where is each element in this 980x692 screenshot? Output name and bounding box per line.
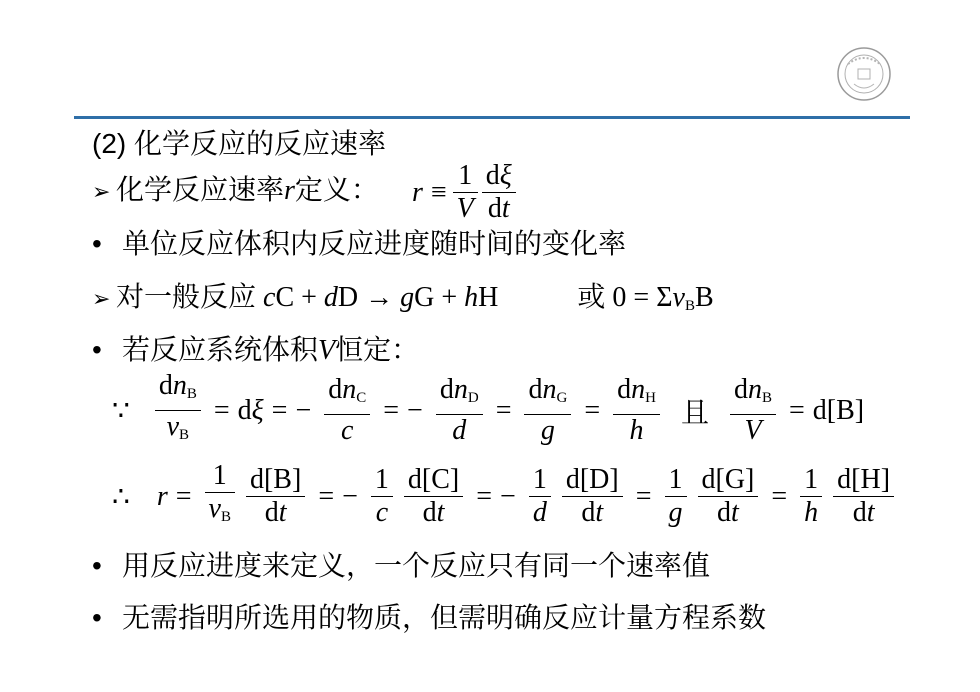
because-equation xyxy=(112,370,868,451)
frac-dD-dt xyxy=(562,464,623,529)
species-C: C + xyxy=(275,282,324,313)
dn: dn xyxy=(528,374,557,405)
university-seal-icon xyxy=(836,46,892,102)
general-prefix: 对一般反应 xyxy=(116,282,257,313)
equals: = xyxy=(213,394,230,426)
bullet-dot-icon: • xyxy=(92,334,102,365)
general-sum: 0 = Σ xyxy=(612,282,673,313)
frac-dB-dt xyxy=(246,464,305,529)
eq-lhs: r xyxy=(411,176,423,208)
bullet-text: 无需指明所选用的物质，但需明确反应计量方程系数 xyxy=(122,603,767,634)
definition-equation xyxy=(408,160,518,225)
nu: ν xyxy=(166,411,180,442)
den-h: h xyxy=(629,415,644,446)
frac-num: d[D] xyxy=(562,464,623,497)
frac-num: 1 xyxy=(529,464,551,497)
frac-dnB-nuB xyxy=(155,370,201,451)
bullet-text: 单位反应体积内反应进度随时间的变化率 xyxy=(122,229,627,260)
frac-dnB-V xyxy=(730,374,776,447)
frac-den: g xyxy=(668,497,683,528)
frac-dnD-d xyxy=(436,374,483,447)
nu-symbol: ν xyxy=(672,282,685,313)
bullet-line-3 xyxy=(92,550,710,583)
minus: − xyxy=(407,394,423,426)
equals: = xyxy=(771,480,788,512)
frac-num: dξ xyxy=(482,160,516,193)
den-c: c xyxy=(341,415,354,446)
frac-1-c xyxy=(371,464,393,529)
rate-symbol: r xyxy=(284,174,295,206)
frac-dnC-c xyxy=(324,374,370,447)
bullet-line-2 xyxy=(92,334,419,367)
dn: dn xyxy=(733,374,762,405)
dn: dn xyxy=(328,374,357,405)
frac-den: c xyxy=(375,497,389,528)
sub-C: C xyxy=(356,390,367,406)
frac-num: d[G] xyxy=(698,464,759,497)
general-reaction-line xyxy=(92,282,714,322)
definition-line xyxy=(92,160,518,225)
equals: = xyxy=(383,394,400,426)
bullet-dot-icon: • xyxy=(92,602,102,633)
den-g: g xyxy=(540,415,555,446)
because-symbol: ∵ xyxy=(112,395,130,427)
frac-den: dt xyxy=(717,497,739,528)
species-D: D → xyxy=(337,282,401,313)
frac-den: dt xyxy=(852,497,875,528)
equals: = xyxy=(175,480,192,512)
frac-den: dt xyxy=(422,497,445,528)
minus: − xyxy=(342,480,358,512)
sub-G: G xyxy=(556,390,568,406)
bullet-line-1 xyxy=(92,228,626,261)
dn: dn xyxy=(439,374,468,405)
bullet-dot-icon: • xyxy=(92,228,102,259)
sub-H: H xyxy=(645,390,656,406)
coef-c: c xyxy=(263,282,276,313)
arrow-bullet-icon: ➢ xyxy=(92,178,111,204)
frac-num: 1 xyxy=(371,464,393,497)
species-H: H xyxy=(478,282,499,313)
minus: − xyxy=(500,480,516,512)
definition-label: 化学反应速率 xyxy=(116,174,285,206)
d-bracket-B: d[B] xyxy=(812,394,865,426)
sub-B: B xyxy=(179,427,190,443)
frac-dG-dt xyxy=(698,464,759,529)
den-V: V xyxy=(744,415,762,446)
equals: = xyxy=(271,394,288,426)
eq-op: ≡ xyxy=(430,176,447,208)
dxi: dξ xyxy=(237,394,264,426)
frac-1-g xyxy=(665,464,687,529)
coef-h: h xyxy=(464,282,479,313)
fraction-dxi-dt xyxy=(482,160,516,225)
general-reaction xyxy=(263,282,498,313)
bullet-line-4 xyxy=(92,602,766,635)
coef-g: g xyxy=(400,282,415,313)
frac-den: d xyxy=(532,497,547,528)
equals: = xyxy=(495,394,512,426)
arrow-bullet-icon: ➢ xyxy=(92,286,111,311)
minus: − xyxy=(295,394,312,426)
bullet2-var: V xyxy=(318,335,336,366)
sub-B: B xyxy=(761,390,772,406)
coef-d: d xyxy=(323,282,338,313)
frac-den: dt xyxy=(581,497,604,528)
frac-1-nuB xyxy=(205,460,235,533)
equals: = xyxy=(635,480,652,512)
sub-D: D xyxy=(467,390,479,406)
sub-B: B xyxy=(684,298,695,314)
equals: = xyxy=(789,394,805,426)
section-title: (2) 化学反应的反应速率 xyxy=(92,128,387,159)
equals: = xyxy=(476,480,493,512)
species-B: B xyxy=(694,282,714,313)
frac-den: dt xyxy=(487,193,510,224)
bullet-text: 用反应进度来定义，一个反应只有同一个速率值 xyxy=(122,551,711,582)
bullet2-prefix: 若反应系统体积 xyxy=(122,335,319,366)
bullet2-suffix: 恒定： xyxy=(335,335,420,366)
frac-num: d[C] xyxy=(404,464,463,497)
frac-num: 1 xyxy=(800,464,822,497)
equals: = xyxy=(584,394,601,426)
equals: = xyxy=(318,480,335,512)
frac-num: 1 xyxy=(453,160,478,193)
or-label: 或 xyxy=(577,282,606,313)
rate-symbol: r xyxy=(156,480,168,512)
frac-dnG-g xyxy=(524,374,571,447)
and-label: 且 xyxy=(680,397,709,429)
frac-dC-dt xyxy=(404,464,463,529)
definition-suffix: 定义： xyxy=(294,174,379,206)
dn: dn xyxy=(158,370,187,401)
therefore-equation xyxy=(112,460,896,533)
species-G: G + xyxy=(414,282,465,313)
den-d: d xyxy=(452,415,467,446)
frac-den: dt xyxy=(264,497,287,528)
nu: ν xyxy=(208,493,221,524)
header-rule xyxy=(74,116,910,119)
frac-dH-dt xyxy=(833,464,894,529)
frac-num: 1 xyxy=(665,464,687,497)
frac-num: 1 xyxy=(205,460,235,493)
frac-num: d[B] xyxy=(246,464,305,497)
sub-B: B xyxy=(220,509,231,525)
fraction-1-over-V xyxy=(453,160,478,225)
frac-1-d xyxy=(529,464,551,529)
frac-den: V xyxy=(456,193,474,224)
frac-dnH-h xyxy=(613,374,660,447)
frac-den: h xyxy=(804,497,819,528)
therefore-symbol: ∴ xyxy=(112,481,130,513)
frac-1-h xyxy=(800,464,822,529)
bullet-dot-icon: • xyxy=(92,550,102,581)
sub-B: B xyxy=(186,386,197,402)
frac-num: d[H] xyxy=(833,464,894,497)
dn: dn xyxy=(617,374,646,405)
